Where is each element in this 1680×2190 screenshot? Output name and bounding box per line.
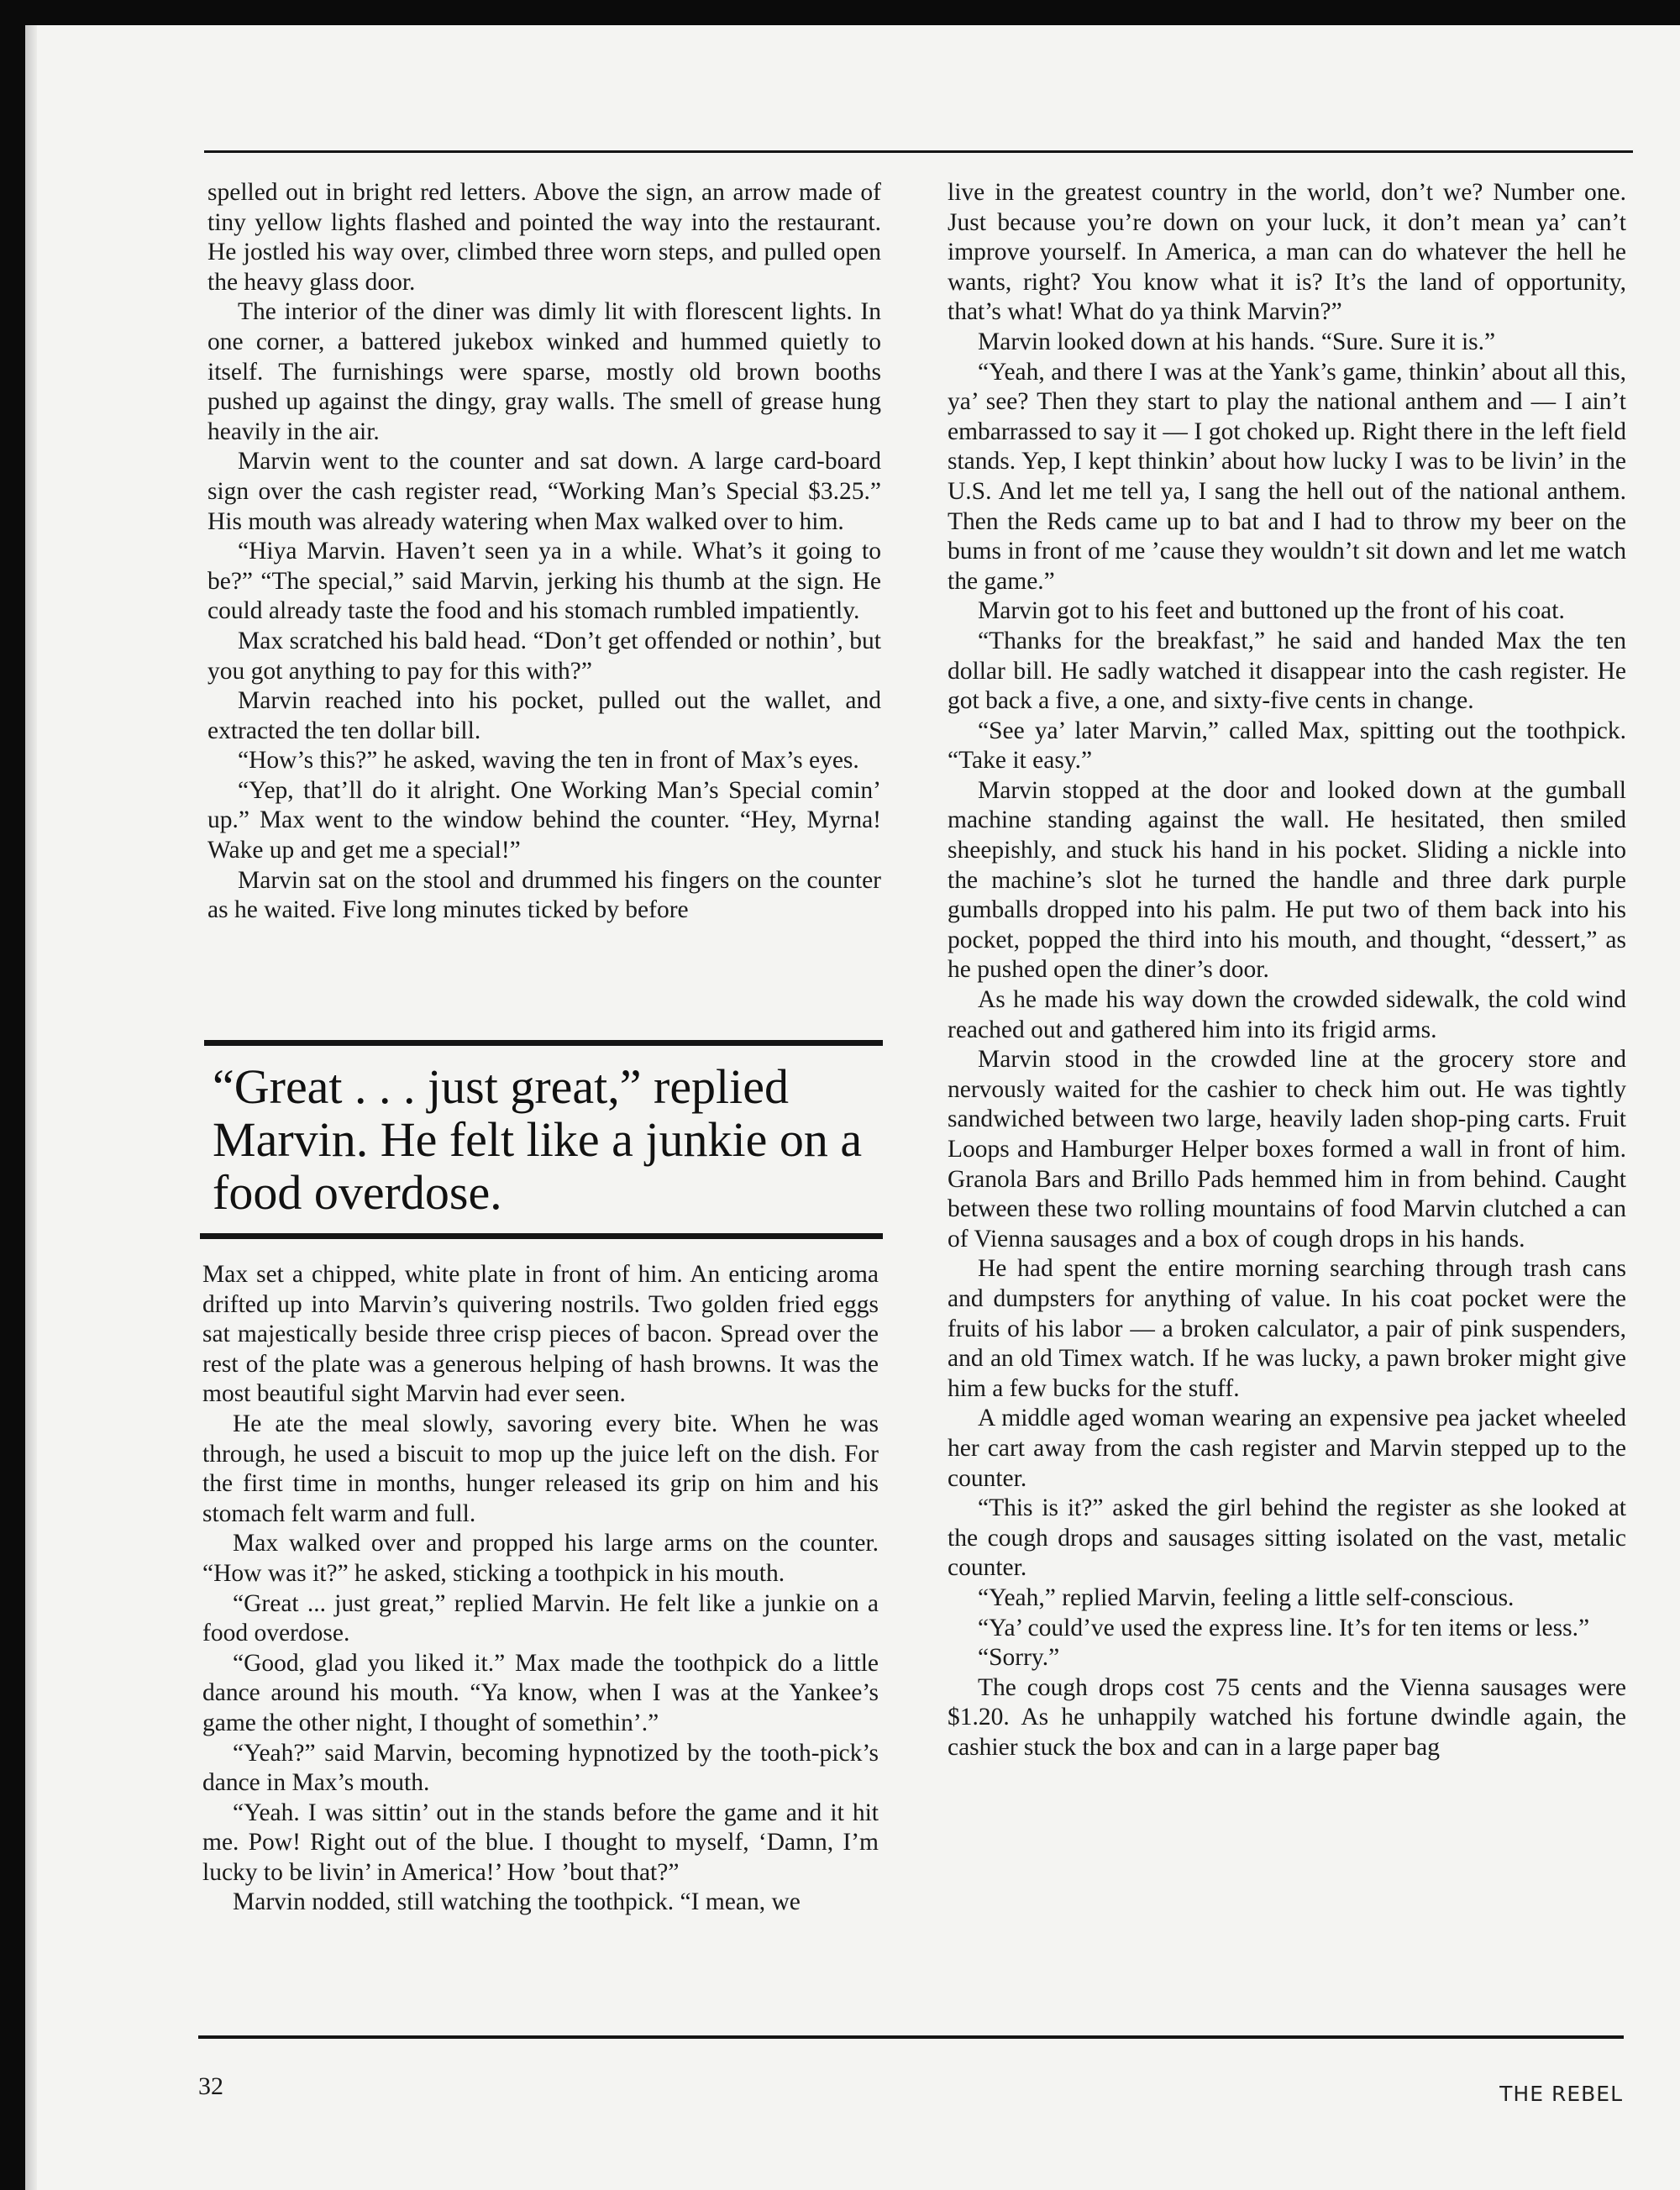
paragraph: Marvin reached into his pocket, pulled out the wallet, and extracted the ten dollar bill. (207, 687, 881, 744)
paragraph: Marvin looked down at his hands. “Sure. Sure it is.” (978, 328, 1496, 355)
paragraph: Marvin stopped at the door and looked down at the gumball machine standing against the wall. He hesitated, then smiled sheepishly, and stuck his hand in his pocket. Sliding a nickle into the machine’s slot he turned the handle and three dark purple gumballs dropped into his palm. He put two of them back into his pocket, popped the third into his mouth, and thought, “dessert,” as he pushed open the diner’s door. (948, 776, 1626, 984)
paragraph: “Hiya Marvin. Haven’t seen ya in a while. What’s it going to be?” “The special,” said Marvin, jerking his thumb at the sign. He could already taste the food and his stomach rumbled impatiently. (207, 538, 881, 625)
bottom-rule (198, 2035, 1624, 2039)
paragraph: “Yeah, and there I was at the Yank’s game, thinkin’ about all this, ya’ see? Then they start to play the national anthem and — I ain’t embarrassed to say it — I got choked up. Right there in the left field stands. Yep, I kept thinkin’ about how lucky I was to be livin’ in the U.S. And let me tell ya, I sang the hell out of the national anthem. Then the Reds came up to bat and I had to throw my beer on the bums in front of me ’cause they wouldn’t sit down and let me watch the game.” (948, 358, 1626, 595)
paragraph: Marvin got to his feet and buttoned up the front of his coat. (978, 597, 1565, 625)
paragraph: “Sorry.” (978, 1644, 1060, 1672)
right-column (948, 178, 1626, 1762)
paragraph: “Ya’ could’ve used the express line. It’s for ten items or less.” (978, 1614, 1590, 1641)
paragraph: live in the greatest country in the world, don’t we? Number one. Just because you’re down on your luck, it don’t mean ya’ can’t improve yourself. In America, a man can do whatever the hell he wants, right? You know what it is? It’s the land of opportunity, that’s what! What do ya think Marvin?” (948, 179, 1626, 326)
top-rule (204, 150, 1633, 153)
paragraph: Max scratched his bald head. “Don’t get offended or nothin’, but you got anything to pay for this with?” (207, 627, 881, 685)
paragraph: He had spent the entire morning searching through trash cans and dumpsters for anything of value. In his coat pocket were the fruits of his labor — a broken calculator, a pair of pink suspenders, and an old Timex watch. If he was lucky, a pawn broker might give him a few bucks for the stuff. (948, 1255, 1626, 1402)
paragraph: “How’s this?” he asked, waving the ten in front of Max’s eyes. (238, 747, 859, 775)
paragraph: “Good, glad you liked it.” Max made the toothpick do a little dance around his mouth. “Ya know, when I was at the Yankee’s game the other night, I thought of somethin’.” (202, 1649, 879, 1736)
paragraph: spelled out in bright red letters. Above the sign, an arrow made of tiny yellow lights flashed and pointed the way into the restaurant. He jostled his way over, climbed three worn steps, and pulled open the heavy glass door. (207, 179, 881, 296)
paragraph: Max set a chipped, white plate in front of him. An enticing aroma drifted up into Marvin’s quivering nostrils. Two golden fried eggs sat majestically beside three crisp pieces of bacon. Spread over the rest of the plate was a generous helping of hash browns. It was the most beautiful sight Marvin had ever seen. (202, 1261, 879, 1408)
paragraph: Marvin stood in the crowded line at the grocery store and nervously waited for the cashier to check him out. He was tightly sandwiched between two large, heavily laden shop-ping carts. Fruit Loops and Hamburger Helper boxes formed a wall in front of him. Granola Bars and Brillo Pads hemmed him in from behind. Caught between these two rolling mountains of food Marvin clutched a can of Vienna sausages and a box of cough drops in his hands. (948, 1046, 1626, 1253)
paragraph: A middle aged woman wearing an expensive pea jacket wheeled her cart away from the cash register and Marvin stepped up to the counter. (948, 1405, 1626, 1492)
pull-quote-top-rule (204, 1040, 883, 1046)
paragraph: The cough drops cost 75 cents and the Vienna sausages were $1.20. As he unhappily watched his fortune dwindle again, the cashier stuck the box and can in a large paper bag (948, 1673, 1626, 1761)
paragraph: Marvin went to the counter and sat down. A large card-board sign over the cash register read, “Working Man’s Special $3.25.” His mouth was already watering when Max walked over to him. (207, 448, 881, 535)
paragraph: “Thanks for the breakfast,” he said and handed Max the ten dollar bill. He sadly watched it disappear into the cash register. He got back a five, a one, and sixty-five cents in change. (948, 627, 1626, 715)
publication-name: THE REBEL (1499, 2082, 1623, 2106)
left-column-bottom (202, 1260, 879, 1918)
paragraph: Max walked over and propped his large arms on the counter. “How was it?” he asked, sticking a toothpick in his mouth. (202, 1530, 879, 1587)
pull-quote: “Great . . . just great,” replied Marvin. He felt like a junkie on a food overdose. (213, 1059, 863, 1220)
paragraph: “See ya’ later Marvin,” called Max, spitting out the toothpick. “Take it easy.” (948, 717, 1626, 775)
page-number: 32 (198, 2072, 223, 2100)
paragraph: The interior of the diner was dimly lit with florescent lights. In one corner, a battered jukebox winked and hummed quietly to itself. The furnishings were sparse, mostly old brown booths pushed up against the dingy, gray walls. The smell of grease hung heavily in the air. (207, 298, 881, 445)
paragraph: “This is it?” asked the girl behind the register as she looked at the cough drops and sausages sitting isolated on the vast, metalic counter. (948, 1494, 1626, 1582)
paragraph: He ate the meal slowly, savoring every bite. When he was through, he used a biscuit to mop up the juice left on the dish. For the first time in months, hunger released its grip on him and his stomach felt warm and full. (202, 1410, 879, 1527)
left-column-top (207, 178, 881, 926)
paragraph: As he made his way down the crowded sidewalk, the cold wind reached out and gathered him into its frigid arms. (948, 986, 1626, 1043)
paragraph: “Yeah?” said Marvin, becoming hypnotized by the tooth-pick’s dance in Max’s mouth. (202, 1739, 879, 1797)
paragraph: “Great ... just great,” replied Marvin. He felt like a junkie on a food overdose. (202, 1589, 879, 1647)
page-binding-edge (25, 25, 37, 2190)
paragraph: “Yeah,” replied Marvin, feeling a little self-conscious. (978, 1583, 1515, 1611)
pull-quote-bottom-rule (200, 1233, 883, 1239)
paragraph: Marvin sat on the stool and drummed his fingers on the counter as he waited. Five long minutes ticked by before (207, 866, 881, 924)
paragraph: Marvin nodded, still watching the toothpick. “I mean, we (233, 1888, 801, 1916)
paragraph: “Yep, that’ll do it alright. One Working Man’s Special comin’ up.” Max went to the window behind the counter. “Hey, Myrna! Wake up and get me a special!” (207, 776, 881, 864)
paragraph: “Yeah. I was sittin’ out in the stands before the game and it hit me. Pow! Right out of the blue. I thought to myself, ‘Damn, I’m lucky to be livin’ in America!’ How ’bout that?” (202, 1799, 879, 1886)
